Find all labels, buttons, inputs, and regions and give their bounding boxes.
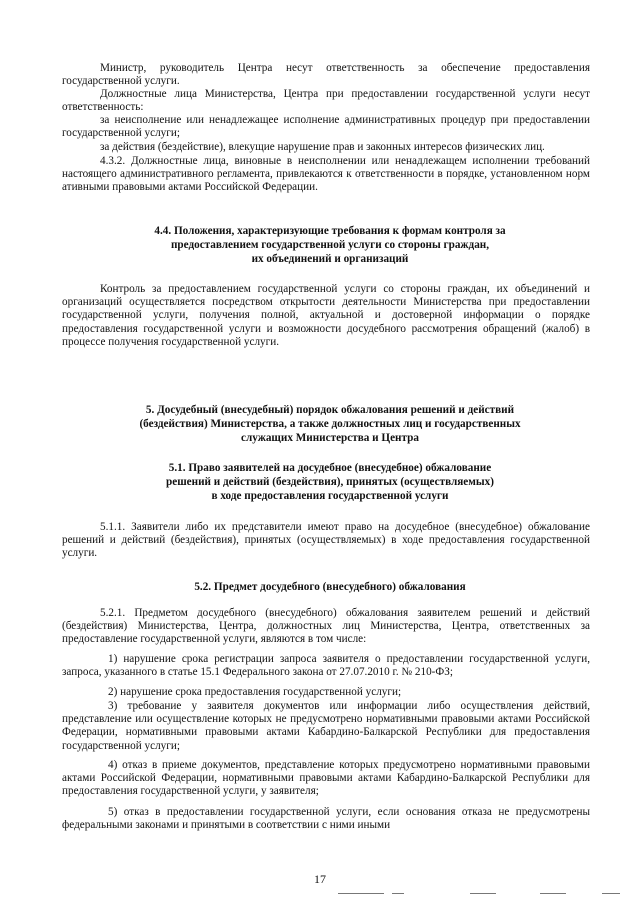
list-item-1: 1) нарушение срока регистрации запроса заявителя о предоставлении государственной услуги, запроса, указанного в статье 15.1 Федерального закона от 27.07.2010 г. № 210-ФЗ; xyxy=(62,653,590,679)
heading-line: их объединений и организаций xyxy=(251,253,409,266)
heading-4-4 xyxy=(90,224,570,267)
paragraph-responsibility-minister: Министр, руководитель Центра несут ответственность за обеспечение предоставления государственной услуги. xyxy=(62,62,590,88)
scan-artifact-line xyxy=(338,893,384,894)
heading-5-2 xyxy=(90,580,570,594)
paragraph-4-3-2: 4.3.2. Должностные лица, виновные в неисполнении или ненадлежащем исполнении требований настоящего административного регламента, привлекаются к ответственности в порядке, установленном норм ативными правовыми актами Российской Федерации. xyxy=(62,155,590,194)
scan-artifact-line xyxy=(602,893,620,894)
heading-line: служащих Министерства и Центра xyxy=(241,432,419,445)
paragraph-5-1-1: 5.1.1. Заявители либо их представители имеют право на досудебное (внесудебное) обжалование решений и действий (бездействия), принятых (осуществляемых) в ходе предоставления государственной услуги. xyxy=(62,521,590,560)
list-item-2: 2) нарушение срока предоставления государственной услуги; xyxy=(108,686,402,698)
heading-5-1 xyxy=(90,461,570,504)
heading-line: в ходе предоставления государственной услуги xyxy=(211,490,449,503)
heading-line: (бездействия) Министерства, а также должностных лиц и государственных xyxy=(139,418,521,431)
paragraph-officials-responsibility: Должностные лица Министерства, Центра при предоставлении государственной услуги несут ответственность: xyxy=(62,88,590,114)
scan-artifact-line xyxy=(392,893,404,894)
paragraph-non-performance: за неисполнение или ненадлежащее исполнение административных процедур при предоставлении государственной услуги; xyxy=(62,114,590,140)
heading-5 xyxy=(90,403,570,446)
page-number: 17 xyxy=(314,872,326,886)
paragraph-actions-inaction: за действия (бездействие), влекущие нарушение прав и законных интересов физических лиц. xyxy=(100,141,545,153)
heading-line: предоставлением государственной услуги со стороны граждан, xyxy=(170,239,490,252)
list-item-3: 3) требование у заявителя документов или информации либо осуществления действий, представление или осуществление которых не предусмотрено нормативными правовыми актами Российской Федерации, нормативными правовыми актами Кабардино-Балкарской Республики для предоставления государственной услуги; xyxy=(62,700,590,752)
paragraph-control: Контроль за предоставлением государственной услуги со стороны граждан, их объединений и организаций осуществляется посредством открытости деятельности Министерства при предоставлении государственной услуги, получения полной, актуальной и достоверной информации о порядке предоставления государственной услуги и возможности досудебного рассмотрения обращений (жалоб) в процессе получения государственной услуги. xyxy=(62,283,590,348)
heading-line: 5.2. Предмет досудебного (внесудебного) обжалования xyxy=(194,581,466,593)
scan-artifact-line xyxy=(470,893,496,894)
paragraph-5-2-1: 5.2.1. Предметом досудебного (внесудебного) обжалования заявителем решений и действий (бездействия) Министерства, Центра, должностных лиц Министерства, Центра, ответственных за предоставление государственной услуги, являются в том числе: xyxy=(62,607,590,646)
heading-line: 5. Досудебный (внесудебный) порядок обжалования решений и действий xyxy=(145,404,515,416)
heading-line: 4.4. Положения, характеризующие требования к формам контроля за xyxy=(154,225,506,237)
list-item-5: 5) отказ в предоставлении государственной услуги, если основания отказа не предусмотрены федеральными законами и принятыми в соответствии с ними иными xyxy=(62,806,590,832)
scan-artifact-line xyxy=(540,893,566,894)
heading-line: 5.1. Право заявителей на досудебное (внесудебное) обжалование xyxy=(168,462,492,474)
list-item-4: 4) отказ в приеме документов, представление которых предусмотрено нормативными правовыми актами Российской Федерации, нормативными правовыми актами Кабардино-Балкарской Республики для предоставления государственной услуги, у заявителя; xyxy=(62,759,590,798)
heading-line: решений и действий (бездействия), принятых (осуществляемых) xyxy=(166,476,494,489)
